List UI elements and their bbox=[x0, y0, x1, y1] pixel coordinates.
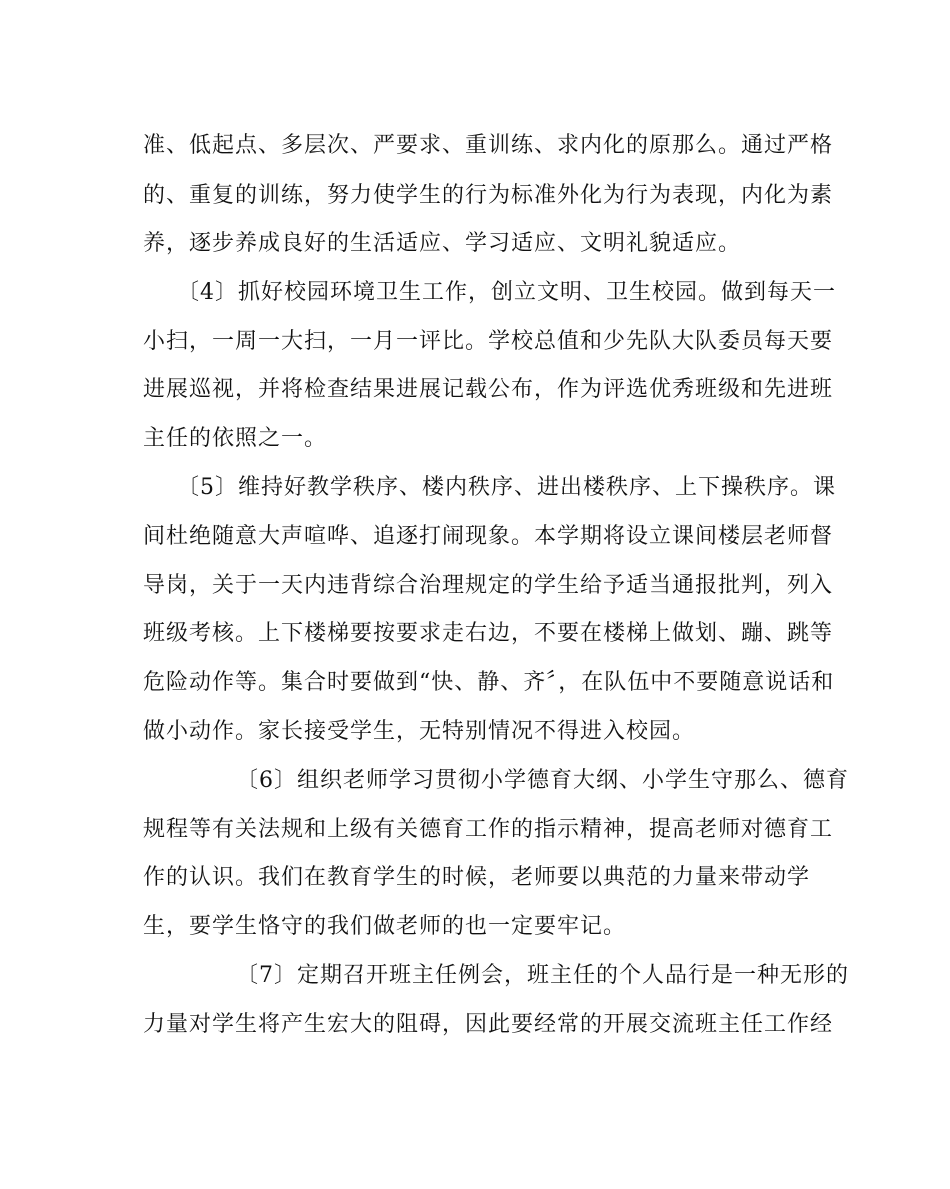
text-line-14: 〔6〕组织老师学习贯彻小学德育大纲、小学生守那么、德育 bbox=[236, 768, 849, 793]
text-line-11: 班级考核。上下楼梯要按要求走右边，不要在楼梯上做划、蹦、跳等 bbox=[143, 621, 834, 646]
text-line-10: 导岗，关于一天内违背综合治理规定的学生给予适当通报批判，列入 bbox=[143, 573, 834, 598]
text-line-9: 间杜绝随意大声喧哗、追逐打闹现象。本学期将设立课间楼层老师督 bbox=[143, 524, 834, 549]
text-line-6: 进展巡视，并将检查结果进展记载公布，作为评选优秀班级和先进班 bbox=[143, 377, 834, 402]
text-line-2: 的、重复的训练，努力使学生的行为标准外化为行为表现，内化为素 bbox=[143, 183, 834, 208]
text-line-13: 做小动作。家长接受学生，无特别情况不得进入校园。 bbox=[143, 719, 696, 744]
text-line-19: 力量对学生将产生宏大的阻碍，因此要经常的开展交流班主任工作经 bbox=[143, 1012, 834, 1037]
text-line-18: 〔7〕定期召开班主任例会，班主任的个人品行是一种无形的 bbox=[236, 963, 849, 988]
text-line-1: 准、低起点、多层次、严要求、重训练、求内化的原那么。通过严格 bbox=[143, 133, 834, 158]
text-line-8: 〔5〕维持好教学秩序、楼内秩序、进出楼秩序、上下操秩序。课 bbox=[177, 475, 836, 500]
text-line-12: 危险动作等。集合时要做到“快、静、齐〞，在队伍中不要随意说话和 bbox=[143, 670, 835, 695]
text-line-5: 小扫，一周一大扫，一月一评比。学校总值和少先队大队委员每天要 bbox=[143, 329, 834, 354]
text-line-7: 主任的依照之一。 bbox=[143, 426, 328, 451]
text-line-15: 规程等有关法规和上级有关德育工作的指示精神，提高老师对德育工 bbox=[143, 817, 834, 842]
text-line-16: 作的认识。我们在教育学生的时候，老师要以典范的力量来带动学 bbox=[143, 865, 811, 890]
text-line-4: 〔4〕抓好校园环境卫生工作，创立文明、卫生校园。做到每天一 bbox=[177, 280, 836, 305]
text-line-3: 养，逐步养成良好的生活适应、学习适应、文明礼貌适应。 bbox=[143, 231, 742, 256]
text-line-17: 生，要学生恪守的我们做老师的也一定要牢记。 bbox=[143, 914, 627, 939]
